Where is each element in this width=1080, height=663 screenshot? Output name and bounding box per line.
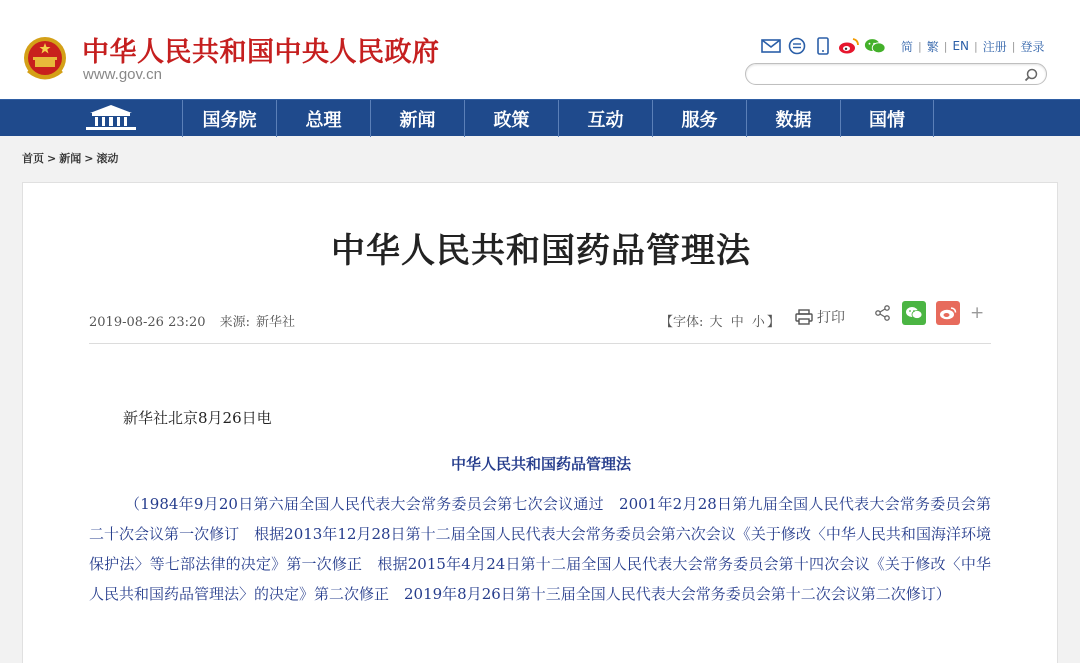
more-share-icon[interactable]: +	[970, 303, 985, 323]
separator: |	[974, 39, 978, 53]
register-link[interactable]: 注册	[982, 39, 1007, 54]
wechat-icon[interactable]	[864, 37, 886, 55]
separator: |	[943, 39, 948, 53]
weibo-icon[interactable]	[838, 37, 860, 55]
wechat-icon	[905, 306, 923, 320]
site-url[interactable]: www.gov.cn	[83, 66, 162, 83]
breadcrumb-separator: >	[84, 152, 94, 165]
law-heading: 中华人民共和国药品管理法	[450, 455, 631, 473]
share-wechat-button[interactable]	[902, 301, 926, 325]
header-tools	[760, 36, 1050, 56]
main-nav	[0, 99, 1080, 136]
nav-item-policy[interactable]: 政策	[464, 100, 558, 137]
font-size-label: 【字体:	[660, 315, 704, 330]
article-source: 新华社	[255, 315, 295, 330]
message-icon[interactable]	[786, 37, 808, 55]
breadcrumb-separator: >	[47, 152, 57, 165]
breadcrumb-home[interactable]: 首页	[22, 152, 44, 165]
share-weibo-button[interactable]	[936, 301, 960, 325]
weibo-icon	[939, 306, 957, 320]
print-button[interactable]	[795, 307, 845, 327]
source-label: 来源:	[219, 315, 250, 330]
nav-item-interaction[interactable]: 互动	[558, 100, 652, 137]
breadcrumb-news[interactable]: 新闻	[59, 152, 82, 165]
lang-simplified-link[interactable]: 简	[901, 39, 914, 54]
article-dateline: 新华社北京8月26日电	[123, 409, 272, 427]
article-meta	[89, 311, 295, 330]
nav-item-premier[interactable]: 总理	[276, 100, 370, 137]
breadcrumb-scroll[interactable]: 滚动	[96, 152, 119, 165]
site-header	[0, 0, 1080, 99]
home-building-icon[interactable]	[82, 103, 140, 133]
login-link[interactable]: 登录	[1020, 39, 1045, 54]
site-name[interactable]: 中华人民共和国中央人民政府	[82, 37, 440, 68]
font-size-close: 】	[766, 315, 780, 330]
printer-icon	[795, 309, 813, 325]
print-label: 打印	[817, 310, 845, 326]
search-box	[745, 63, 1047, 85]
nav-item-national-info[interactable]: 国情	[840, 100, 934, 137]
article-datetime: 2019-08-26 23:20	[89, 315, 206, 330]
breadcrumb	[22, 150, 118, 166]
nav-item-data[interactable]: 数据	[746, 100, 840, 137]
font-size-control	[660, 311, 780, 330]
search-icon[interactable]	[1023, 67, 1039, 83]
lang-english-link[interactable]: EN	[952, 39, 970, 53]
mail-icon[interactable]	[760, 37, 782, 55]
search-input[interactable]	[758, 66, 1018, 82]
nav-items	[182, 100, 934, 137]
mobile-icon[interactable]	[812, 37, 834, 55]
article-panel	[22, 182, 1058, 663]
share-bar	[874, 301, 984, 325]
share-icon[interactable]	[874, 304, 892, 322]
law-revision-history: （1984年9月20日第六届全国人民代表大会常务委员会第七次会议通过 2001年2月28日第九届全国人民代表大会常务委员会第二十次会议第一次修订 根据2013年12月28日第十二届全国人民代表大会常务委员会第六次会议《关于修改〈中华人民共和国海洋环境保护法〉等七部法律的决定》第一次修正 根据2015年4月24日第十二届全国人民代表大会常务委员会第十四次会议《关于修改〈中华人民共和国药品管理法〉的决定》第二次修正 2019年8月26日第十三届全国人民代表大会常务委员会第十二次会议第二次修订）	[89, 495, 991, 603]
nav-item-state-council[interactable]: 国务院	[182, 100, 276, 137]
nav-item-news[interactable]: 新闻	[370, 100, 464, 137]
national-emblem-icon[interactable]	[22, 35, 68, 83]
meta-divider	[89, 343, 991, 344]
font-size-large-button[interactable]: 大	[709, 315, 723, 330]
separator: |	[1011, 39, 1016, 53]
language-links	[896, 38, 1050, 55]
nav-item-services[interactable]: 服务	[652, 100, 746, 137]
article-title: 中华人民共和国药品管理法	[331, 231, 751, 271]
separator: |	[918, 39, 922, 53]
font-size-small-button[interactable]: 小	[751, 315, 765, 330]
lang-traditional-link[interactable]: 繁	[926, 39, 939, 54]
font-size-medium-button[interactable]: 中	[730, 315, 744, 330]
